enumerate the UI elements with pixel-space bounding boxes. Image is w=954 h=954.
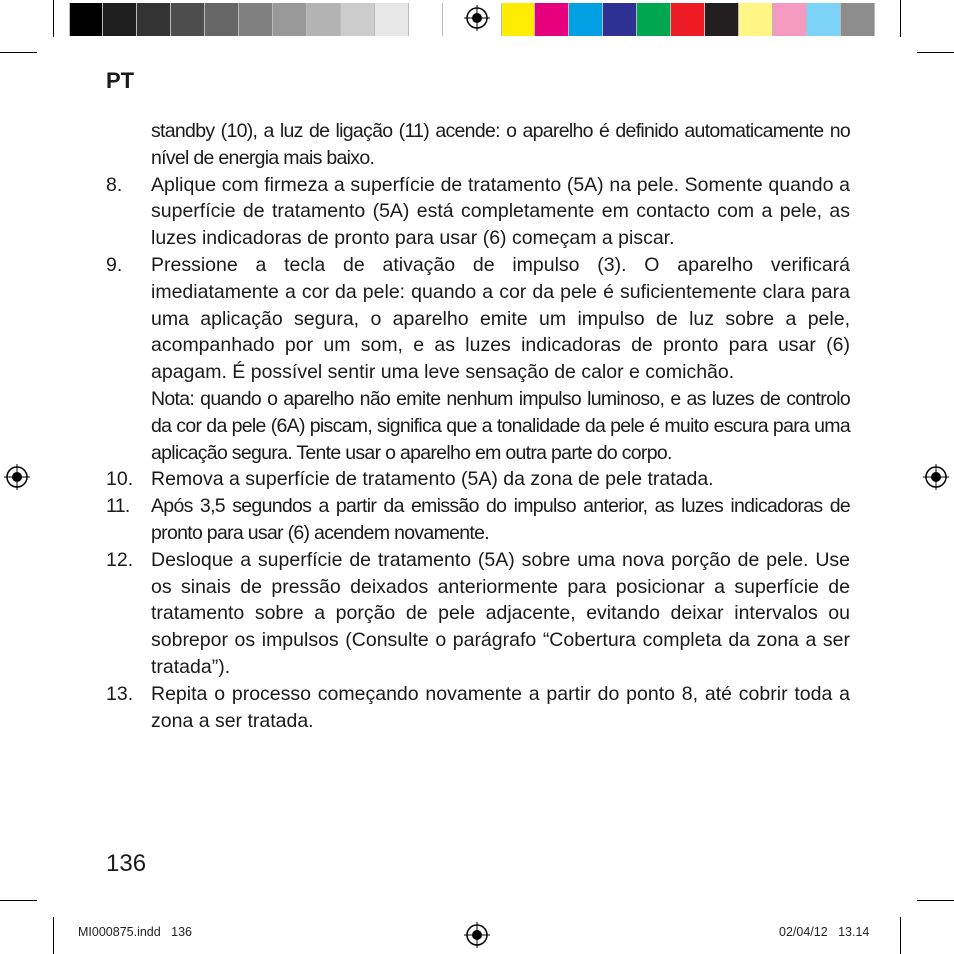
color-swatch <box>705 3 739 36</box>
color-swatch <box>501 3 535 36</box>
color-swatch <box>569 3 603 36</box>
color-swatch <box>409 3 443 36</box>
language-label: PT <box>106 68 135 93</box>
item-note: Nota: quando o aparelho não emite nenhum impulso luminoso, e as luzes de controlo da cor da pele (6A) piscam, significa que a tonalidade da pele é muito escura para uma aplicação segura. Tente usar o aparelho em outra parte do corpo. <box>151 387 850 464</box>
item-text: Remova a superfície de tratamento (5A) da zona de pele tratada. <box>151 468 714 491</box>
color-swatch <box>69 3 103 36</box>
list-item <box>106 172 850 252</box>
color-swatch <box>535 3 569 36</box>
color-swatch <box>341 3 375 36</box>
color-swatch <box>137 3 171 36</box>
crop-mark <box>53 917 54 954</box>
color-swatch <box>603 3 637 36</box>
crop-mark <box>0 52 37 53</box>
item-text: Pressione a tecla de ativação de impulso (3). O aparelho verificará imediatamente a cor da pele: quando a cor da pele é suficientemente clara para uma aplicação segura, o aparelho emite um impulso de luz sobre a pele, acompanhado por um som, e as luzes indicadoras de pronto para usar (6) apagam. É possível sentir uma leve sensação de calor e comichão. <box>151 253 850 384</box>
list-item <box>106 252 850 386</box>
item-text: Aplique com firmeza a superfície de tratamento (5A) na pele. Somente quando a superfície de tratamento (5A) está completamente em contacto com a pele, as luzes indicadoras de pronto para usar (6) começam a piscar. <box>151 173 850 250</box>
item-number: 9. <box>106 253 123 276</box>
item-number: 12. <box>106 548 134 571</box>
color-swatch <box>773 3 807 36</box>
footer-file-info: MI000875.indd 136 <box>78 925 192 939</box>
crop-mark <box>900 0 901 37</box>
footer-datetime: 02/04/12 13.14 <box>779 925 870 939</box>
continuation-text: standby (10), a luz de ligação (11) acende: o aparelho é definido automaticamente no nível de energia mais baixo. <box>151 120 850 169</box>
color-swatch <box>103 3 137 36</box>
instruction-list <box>106 118 850 734</box>
crop-mark <box>53 0 54 37</box>
color-swatch <box>375 3 409 36</box>
crop-mark <box>917 900 954 901</box>
color-swatch <box>307 3 341 36</box>
item-number: 11. <box>106 495 130 518</box>
registration-mark-icon <box>923 464 949 490</box>
list-item <box>106 547 850 681</box>
color-swatch <box>205 3 239 36</box>
item-number: 8. <box>106 173 123 196</box>
color-swatch <box>273 3 307 36</box>
item-text: Repita o processo começando novamente a partir do ponto 8, até cobrir toda a zona a ser tratada. <box>151 682 850 732</box>
crop-mark <box>917 52 954 53</box>
color-swatch <box>637 3 671 36</box>
registration-mark-icon <box>464 5 490 31</box>
item-number: 13. <box>106 682 134 705</box>
color-swatch <box>841 3 875 36</box>
registration-mark-icon <box>4 464 30 490</box>
color-swatch <box>739 3 773 36</box>
color-swatch <box>171 3 205 36</box>
list-item <box>106 493 850 547</box>
color-swatch <box>239 3 273 36</box>
color-calibration-bar-color <box>501 3 875 36</box>
item-text: Após 3,5 segundos a partir da emissão do impulso anterior, as luzes indicadoras de pronto para usar (6) acendem novamente. <box>151 495 850 544</box>
item-text: Desloque a superfície de tratamento (5A) sobre uma nova porção de pele. Use os sinais de pressão deixados anteriormente para posicionar a superfície de tratamento sobre a porção de pele adjacente, evitando deixar intervalos ou sobrepor os impulsos (Consulte o parágrafo “Cobertura completa da zona a ser tratada”). <box>151 548 850 678</box>
registration-mark-icon <box>464 922 490 948</box>
color-swatch <box>671 3 705 36</box>
page-number: 136 <box>106 850 147 877</box>
color-calibration-bar-grayscale <box>69 3 443 36</box>
color-swatch <box>807 3 841 36</box>
item-number: 10. <box>106 468 134 491</box>
crop-mark <box>0 900 37 901</box>
list-item <box>106 681 850 735</box>
list-item <box>106 466 850 493</box>
crop-mark <box>900 917 901 954</box>
